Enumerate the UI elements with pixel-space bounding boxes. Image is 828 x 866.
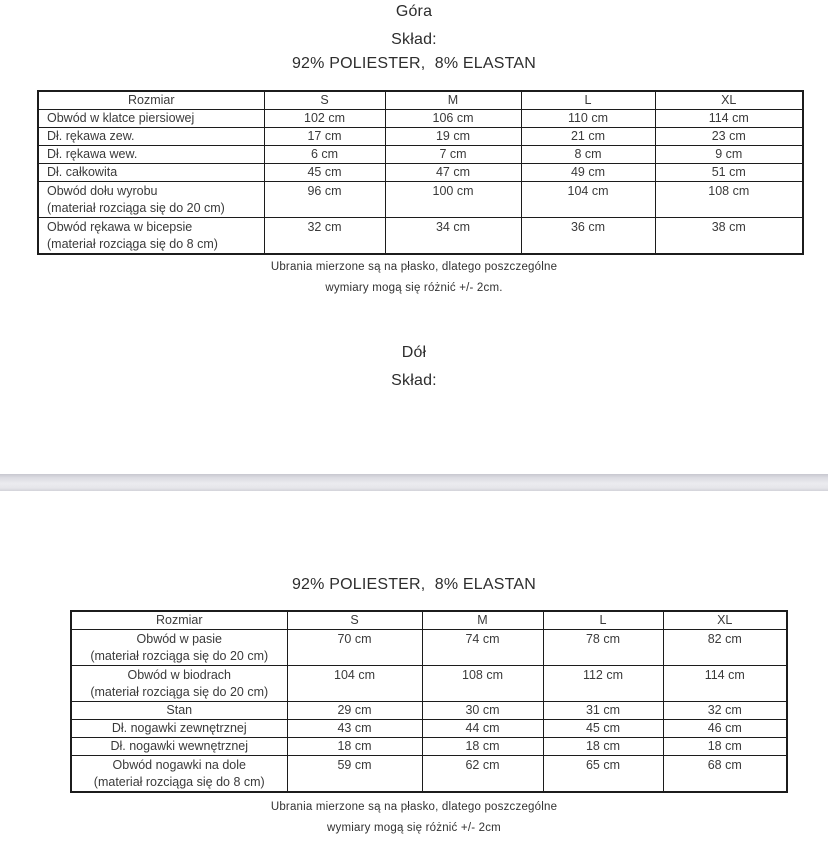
bottom-measurement-note [0, 797, 828, 839]
measurement-value: 36 cm [521, 218, 655, 255]
row-label [38, 218, 264, 255]
row-label-line: Obwód w biodrach [127, 668, 232, 682]
row-label-line: Obwód w klatce piersiowej [47, 111, 195, 125]
measurement-value: 18 cm [663, 738, 787, 756]
measurement-value: 51 cm [655, 164, 803, 182]
measurement-value: 108 cm [422, 666, 543, 702]
top-size-table [37, 90, 804, 255]
measurement-value: 46 cm [663, 720, 787, 738]
row-label-line: (materiał rozciąga się do 8 cm) [93, 775, 265, 789]
measurement-value: 44 cm [422, 720, 543, 738]
measurement-value: 112 cm [543, 666, 663, 702]
measurement-value: 9 cm [655, 146, 803, 164]
top-measurement-note [0, 257, 828, 299]
column-header: M [385, 91, 521, 110]
table-row [71, 702, 787, 720]
table-row [38, 182, 803, 218]
note-line: wymiary mogą się różnić +/- 2cm. [325, 282, 503, 294]
measurement-value: 18 cm [543, 738, 663, 756]
row-label-line: Dł. rękawa zew. [47, 129, 135, 143]
measurement-value: 104 cm [521, 182, 655, 218]
row-label [71, 738, 287, 756]
measurement-value: 70 cm [287, 630, 422, 666]
column-header: XL [663, 611, 787, 630]
table-row [71, 738, 787, 756]
measurement-value: 100 cm [385, 182, 521, 218]
column-header: S [264, 91, 385, 110]
row-label [71, 666, 287, 702]
measurement-value: 114 cm [663, 666, 787, 702]
table-row [71, 720, 787, 738]
row-label [71, 756, 287, 793]
row-label-line: Dł. rękawa wew. [47, 147, 138, 161]
bottom-composition-value: 92% POLIESTER, 8% ELASTAN [291, 576, 537, 593]
row-label-line: Obwód dołu wyrobu [47, 184, 158, 198]
row-label [71, 630, 287, 666]
bottom-section-title: Dół [401, 344, 427, 361]
measurement-value: 32 cm [663, 702, 787, 720]
row-label-line: (materiał rozciąga się do 20 cm) [90, 685, 269, 699]
table-row [38, 146, 803, 164]
row-label [38, 128, 264, 146]
measurement-value: 114 cm [655, 110, 803, 128]
measurement-value: 68 cm [663, 756, 787, 793]
measurement-value: 21 cm [521, 128, 655, 146]
bottom-composition-label: Skład: [391, 372, 437, 389]
measurement-value: 82 cm [663, 630, 787, 666]
table-header-row [71, 611, 787, 630]
column-header: L [543, 611, 663, 630]
measurement-value: 59 cm [287, 756, 422, 793]
measurement-value: 104 cm [287, 666, 422, 702]
row-label-line: Stan [166, 703, 193, 717]
row-label [71, 702, 287, 720]
row-label-line: Dł. nogawki zewnętrznej [111, 721, 247, 735]
table-row [38, 110, 803, 128]
measurement-value: 47 cm [385, 164, 521, 182]
note-line: Ubrania mierzone są na płasko, dlatego poszczególne [270, 261, 558, 273]
measurement-value: 18 cm [287, 738, 422, 756]
measurement-value: 74 cm [422, 630, 543, 666]
row-label-line: Obwód nogawki na dole [112, 758, 246, 772]
measurement-value: 29 cm [287, 702, 422, 720]
column-header: Rozmiar [71, 611, 287, 630]
table-row [71, 630, 787, 666]
measurement-value: 38 cm [655, 218, 803, 255]
measurement-value: 102 cm [264, 110, 385, 128]
bottom-size-table [70, 610, 788, 793]
top-composition-label: Skład: [391, 31, 437, 48]
measurement-value: 6 cm [264, 146, 385, 164]
measurement-value: 62 cm [422, 756, 543, 793]
row-label [38, 164, 264, 182]
measurement-value: 31 cm [543, 702, 663, 720]
page-break-divider [0, 474, 828, 491]
table-row [38, 128, 803, 146]
row-label-line: (materiał rozciąga się do 20 cm) [47, 201, 225, 215]
measurement-value: 32 cm [264, 218, 385, 255]
measurement-value: 34 cm [385, 218, 521, 255]
measurement-value: 45 cm [264, 164, 385, 182]
measurement-value: 96 cm [264, 182, 385, 218]
measurement-value: 106 cm [385, 110, 521, 128]
note-line: Ubrania mierzone są na płasko, dlatego poszczególne [270, 801, 558, 813]
measurement-value: 65 cm [543, 756, 663, 793]
measurement-value: 43 cm [287, 720, 422, 738]
measurement-value: 108 cm [655, 182, 803, 218]
table-header-row [38, 91, 803, 110]
row-label [38, 110, 264, 128]
measurement-value: 17 cm [264, 128, 385, 146]
measurement-value: 19 cm [385, 128, 521, 146]
measurement-value: 78 cm [543, 630, 663, 666]
table-row [38, 218, 803, 255]
row-label-line: Dł. nogawki wewnętrznej [110, 739, 249, 753]
measurement-value: 45 cm [543, 720, 663, 738]
note-line: wymiary mogą się różnić +/- 2cm [327, 822, 501, 834]
row-label-line: (materiał rozciąga się do 20 cm) [90, 649, 269, 663]
top-composition-value: 92% POLIESTER, 8% ELASTAN [291, 55, 537, 72]
table-row [71, 756, 787, 793]
column-header: M [422, 611, 543, 630]
row-label [38, 146, 264, 164]
row-label-line: Dł. całkowita [47, 165, 118, 179]
measurement-value: 8 cm [521, 146, 655, 164]
measurement-value: 18 cm [422, 738, 543, 756]
row-label-line: Obwód w pasie [136, 632, 222, 646]
row-label-line: (materiał rozciąga się do 8 cm) [47, 237, 218, 251]
column-header: S [287, 611, 422, 630]
row-label-line: Obwód rękawa w bicepsie [47, 220, 193, 234]
measurement-value: 23 cm [655, 128, 803, 146]
top-section-title: Góra [395, 3, 433, 20]
row-label [38, 182, 264, 218]
column-header: XL [655, 91, 803, 110]
measurement-value: 7 cm [385, 146, 521, 164]
measurement-value: 49 cm [521, 164, 655, 182]
measurement-value: 110 cm [521, 110, 655, 128]
table-row [38, 164, 803, 182]
table-row [71, 666, 787, 702]
row-label [71, 720, 287, 738]
column-header: L [521, 91, 655, 110]
column-header: Rozmiar [38, 91, 264, 110]
measurement-value: 30 cm [422, 702, 543, 720]
